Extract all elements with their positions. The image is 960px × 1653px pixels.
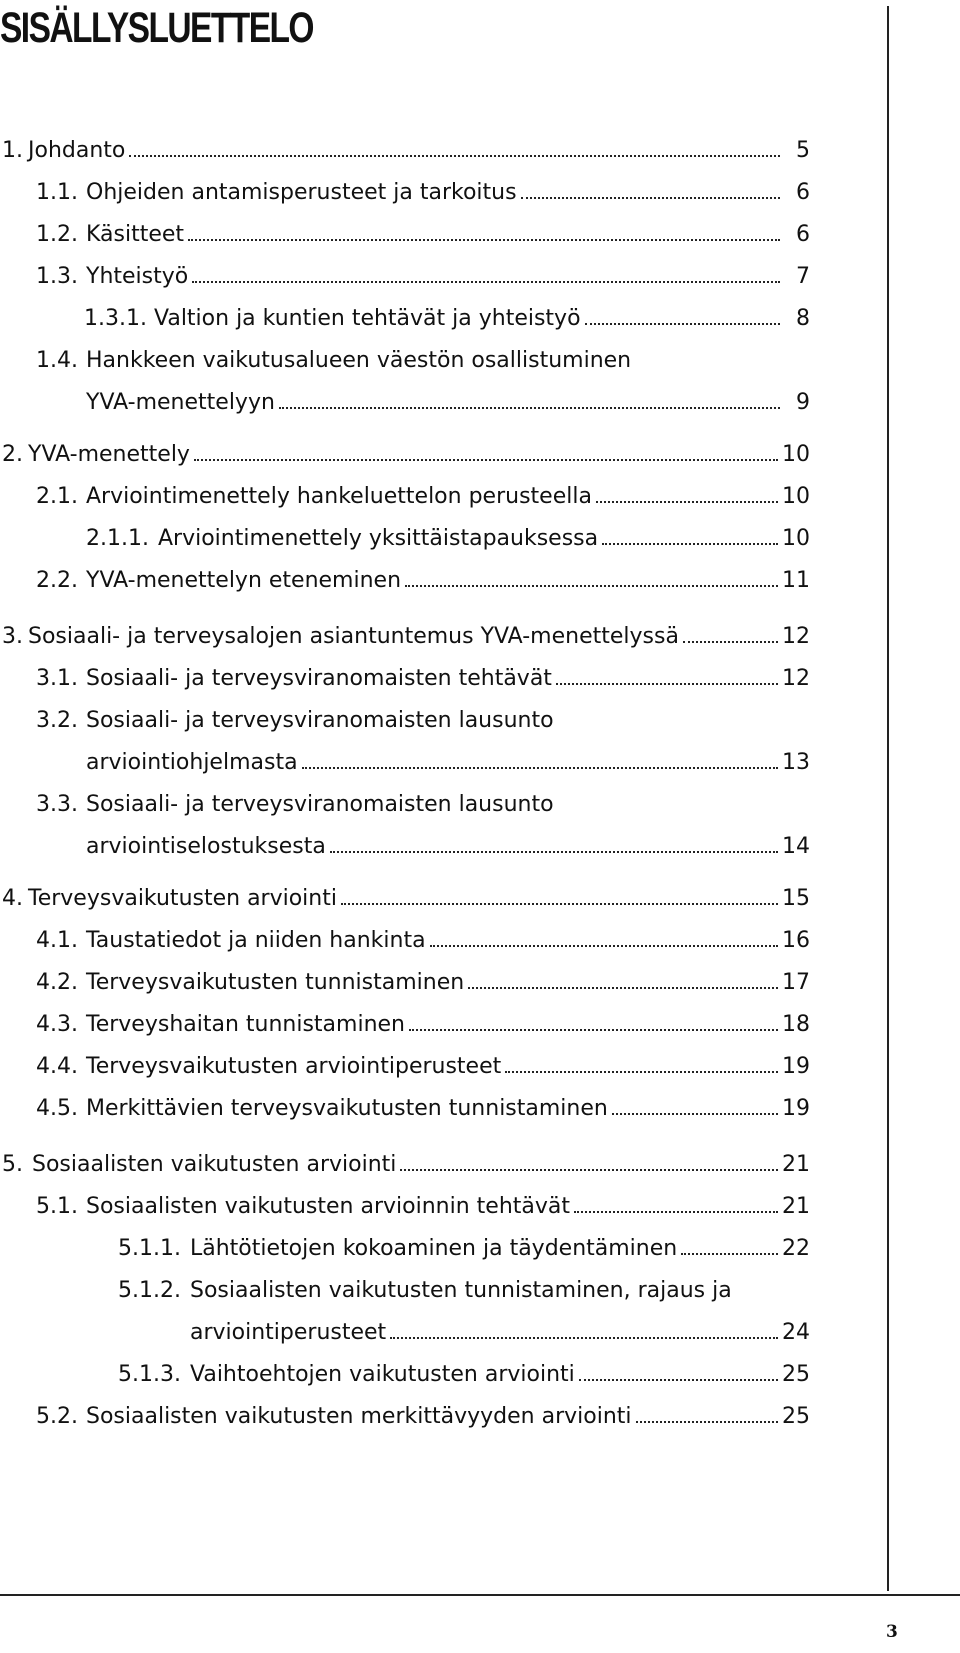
toc-entry-page: 25: [782, 1362, 810, 1387]
dot-leader: [585, 323, 780, 325]
toc-entry-number: 4.4.: [36, 1054, 78, 1079]
toc-entry-number: 5.1.3.: [118, 1362, 181, 1387]
toc-entry-title: Sosiaalisten vaikutusten arvioinnin tehtävät: [86, 1194, 570, 1219]
toc-entry-number: 3.1.: [36, 666, 78, 691]
toc-entry[interactable]: [84, 296, 810, 330]
dot-leader: [596, 501, 778, 503]
toc-entry-page: 14: [782, 834, 810, 859]
toc-entry-number: 2.1.: [36, 484, 78, 509]
toc-entry-title: Käsitteet: [86, 222, 185, 247]
toc-entry[interactable]: [36, 1394, 810, 1428]
toc-entry[interactable]: [36, 1086, 810, 1120]
toc-entry-page: 7: [796, 264, 810, 289]
dot-leader: [302, 767, 778, 769]
toc-entry-page: 19: [782, 1054, 810, 1079]
toc-entry-number: 5.2.: [36, 1404, 78, 1429]
toc-entry-page: 16: [782, 928, 810, 953]
footer-page-number: 3: [886, 1622, 898, 1642]
toc-entry-title: arviointiperusteet: [190, 1320, 387, 1345]
toc-entry-number: 5.1.1.: [118, 1236, 181, 1261]
dot-leader: [129, 155, 780, 157]
toc-entry-continuation[interactable]: [190, 1310, 810, 1344]
toc-entry-page: 10: [782, 526, 810, 551]
toc-entry-title: Hankkeen vaikutusalueen väestön osallistuminen: [86, 348, 632, 373]
dot-leader: [602, 543, 778, 545]
toc-entry-title: Valtion ja kuntien tehtävät ja yhteistyö: [154, 306, 581, 331]
toc-entry-number: 5.1.2.: [118, 1278, 181, 1303]
dot-leader: [330, 851, 778, 853]
dot-leader: [612, 1113, 778, 1115]
toc-entry-title: Terveysvaikutusten arviointiperusteet: [86, 1054, 502, 1079]
dot-leader: [192, 281, 780, 283]
dot-leader: [556, 683, 778, 685]
toc-entry-title: Sosiaali- ja terveysalojen asiantuntemus YVA-menettelyssä: [28, 624, 679, 649]
toc-entry[interactable]: [2, 614, 810, 648]
toc-entry-page: 6: [796, 180, 810, 205]
toc-entry[interactable]: [2, 432, 810, 466]
toc-entry-title: Sosiaalisten vaikutusten merkittävyyden arviointi: [86, 1404, 632, 1429]
toc-entry-number: 4.: [2, 886, 23, 911]
toc-entry-page: 10: [782, 484, 810, 509]
toc-entry-page: 22: [782, 1236, 810, 1261]
toc-entry-number: 4.2.: [36, 970, 78, 995]
dot-leader: [390, 1337, 778, 1339]
dot-leader: [430, 945, 778, 947]
toc-entry[interactable]: [36, 338, 810, 372]
toc-entry-title: Arviointimenettely yksittäistapauksessa: [158, 526, 599, 551]
toc-entry-number: 3.: [2, 624, 23, 649]
footer-rule: [0, 1594, 960, 1596]
toc-entry[interactable]: [86, 516, 810, 550]
toc-entry-number: 1.4.: [36, 348, 78, 373]
dot-leader: [681, 1253, 778, 1255]
toc-entry-continuation[interactable]: [86, 740, 810, 774]
toc-entry-number: 4.1.: [36, 928, 78, 953]
toc-entry-page: 11: [782, 568, 810, 593]
dot-leader: [468, 987, 778, 989]
dot-leader: [400, 1169, 778, 1171]
toc-entry[interactable]: [36, 1044, 810, 1078]
toc-entry-page: 6: [796, 222, 810, 247]
toc-entry-continuation[interactable]: [86, 824, 810, 858]
toc-entry-number: 1.: [2, 138, 23, 163]
dot-leader: [279, 407, 780, 409]
toc-entry[interactable]: [118, 1352, 810, 1386]
dot-leader: [194, 459, 778, 461]
dot-leader: [636, 1421, 779, 1423]
toc-entry-title: arviointiselostuksesta: [86, 834, 326, 859]
toc-entry-number: 1.3.1.: [84, 306, 147, 331]
toc-entry-page: 10: [782, 442, 810, 467]
toc-entry-page: 21: [782, 1194, 810, 1219]
toc-entry-title: Ohjeiden antamisperusteet ja tarkoitus: [86, 180, 517, 205]
dot-leader: [574, 1211, 778, 1213]
toc-entry[interactable]: [36, 558, 810, 592]
toc-entry-title: Arviointimenettely hankeluettelon perusteella: [86, 484, 592, 509]
toc-entry-number: 2.1.1.: [86, 526, 149, 551]
toc-entry-title: Terveyshaitan tunnistaminen: [86, 1012, 405, 1037]
toc-entry-number: 4.5.: [36, 1096, 78, 1121]
toc-entry-title: arviointiohjelmasta: [86, 750, 298, 775]
dot-leader: [409, 1029, 778, 1031]
toc-entry-page: 13: [782, 750, 810, 775]
toc-entry-number: 1.1.: [36, 180, 78, 205]
toc-entry[interactable]: [36, 960, 810, 994]
toc-entry-page: 19: [782, 1096, 810, 1121]
toc-entry-title: Taustatiedot ja niiden hankinta: [86, 928, 426, 953]
toc-entry-number: 2.: [2, 442, 23, 467]
toc-entry-title: Lähtötietojen kokoaminen ja täydentäminen: [190, 1236, 678, 1261]
toc-entry[interactable]: [36, 918, 810, 952]
toc-entry-page: 17: [782, 970, 810, 995]
toc-entry-title: YVA-menettely: [28, 442, 190, 467]
toc-entry-page: 24: [782, 1320, 810, 1345]
toc-entry[interactable]: [36, 170, 810, 204]
toc-entry[interactable]: [36, 254, 810, 288]
toc-entry-page: 18: [782, 1012, 810, 1037]
toc-entry-page: 21: [782, 1152, 810, 1177]
toc-entry-number: 1.3.: [36, 264, 78, 289]
toc-entry[interactable]: [36, 474, 810, 508]
toc-entry-page: 25: [782, 1404, 810, 1429]
toc-entry-title: Merkittävien terveysvaikutusten tunnistaminen: [86, 1096, 608, 1121]
dot-leader: [405, 585, 778, 587]
toc-entry-number: 4.3.: [36, 1012, 78, 1037]
toc-entry-page: 8: [796, 306, 810, 331]
toc-entry-page: 9: [796, 390, 810, 415]
toc-entry[interactable]: [2, 876, 810, 910]
toc-entry-title: YVA-menettelyyn: [86, 390, 275, 415]
toc-entry-page: 15: [782, 886, 810, 911]
toc-entry-title: Johdanto: [28, 138, 126, 163]
toc-entry-page: 12: [782, 624, 810, 649]
page-title: SISÄLLYSLUETTELO: [0, 4, 313, 52]
dot-leader: [341, 903, 778, 905]
toc-entry-number: 2.2.: [36, 568, 78, 593]
vertical-rule: [887, 6, 889, 1591]
toc-entry-title: Vaihtoehtojen vaikutusten arviointi: [190, 1362, 575, 1387]
toc-entry-number: 5.1.: [36, 1194, 78, 1219]
toc-entry-title: YVA-menettelyn eteneminen: [86, 568, 402, 593]
toc-entry-page: 5: [796, 138, 810, 163]
toc-entry-title: Terveysvaikutusten tunnistaminen: [86, 970, 465, 995]
toc-entry[interactable]: [2, 128, 810, 162]
dot-leader: [188, 239, 780, 241]
toc-entry-title: Sosiaalisten vaikutusten tunnistaminen, rajaus ja: [190, 1278, 732, 1303]
toc-entry-number: 1.2.: [36, 222, 78, 247]
dot-leader: [579, 1379, 778, 1381]
toc-entry[interactable]: [36, 212, 810, 246]
toc-entry[interactable]: [36, 656, 810, 690]
toc-entry[interactable]: [2, 1142, 810, 1176]
toc-entry[interactable]: [118, 1226, 810, 1260]
toc-entry-title: Yhteistyö: [86, 264, 189, 289]
toc-entry-title: Sosiaali- ja terveysviranomaisten lausunto: [86, 792, 554, 817]
dot-leader: [683, 641, 778, 643]
toc-entry-title: Terveysvaikutusten arviointi: [28, 886, 337, 911]
dot-leader: [505, 1071, 778, 1073]
toc-entry[interactable]: [36, 698, 810, 732]
toc-entry[interactable]: [36, 782, 810, 816]
toc-entry-number: 3.3.: [36, 792, 78, 817]
toc-entry[interactable]: [118, 1268, 810, 1302]
toc-entry[interactable]: [36, 1002, 810, 1036]
toc-entry-title: Sosiaali- ja terveysviranomaisten lausunto: [86, 708, 554, 733]
toc-entry-number: 3.2.: [36, 708, 78, 733]
toc-entry-title: Sosiaali- ja terveysviranomaisten tehtävät: [86, 666, 552, 691]
dot-leader: [521, 197, 780, 199]
toc-entry-number: 5.: [2, 1152, 23, 1177]
toc-entry-title: Sosiaalisten vaikutusten arviointi: [32, 1152, 397, 1177]
toc-entry[interactable]: [36, 1184, 810, 1218]
toc-entry-continuation[interactable]: [86, 380, 810, 414]
toc-entry-page: 12: [782, 666, 810, 691]
